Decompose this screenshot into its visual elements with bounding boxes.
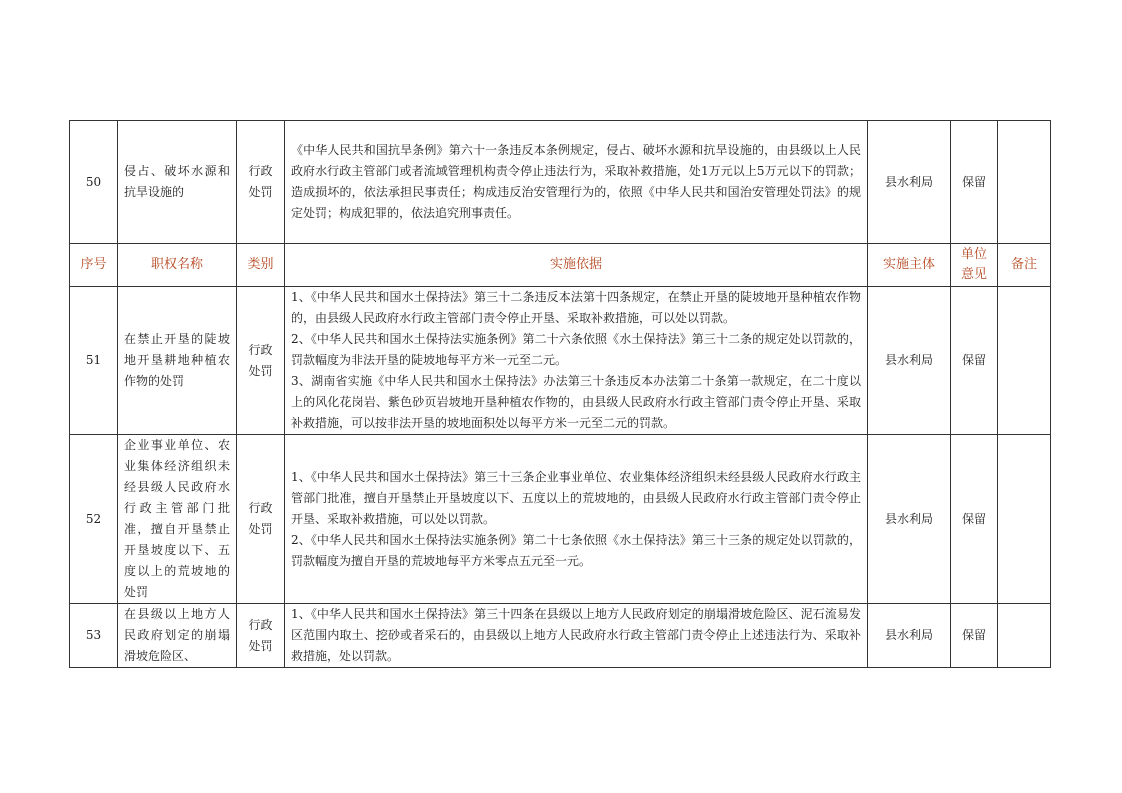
row-seq: 53 <box>70 604 118 668</box>
basis-paragraph: 2、《中华人民共和国水土保持法实施条例》第二十七条依照《水土保持法》第三十三条的规定处以罚款的，罚款幅度为擅自开垦的荒坡地每平方米零点五元至一元。 <box>291 532 861 568</box>
basis-paragraph: 2、《中华人民共和国水土保持法实施条例》第二十六条依照《水土保持法》第三十二条的规定处以罚款的，罚款幅度为非法开垦的陡坡地每平方米一元至二元。 <box>291 332 861 367</box>
row-subject: 县水利局 <box>868 121 951 244</box>
row-opinion: 保留 <box>951 435 998 604</box>
row-power-name: 在禁止开垦的陡坡地开垦耕地种植农作物的处罚 <box>118 287 237 435</box>
header-name: 职权名称 <box>118 244 237 287</box>
row-subject: 县水利局 <box>868 287 951 435</box>
row-opinion: 保留 <box>951 604 998 668</box>
row-type: 行政处罚 <box>237 121 285 244</box>
row-basis <box>285 121 868 244</box>
row-subject: 县水利局 <box>868 604 951 668</box>
basis-paragraph: 1、《中华人民共和国水土保持法》第三十四条在县级以上地方人民政府划定的崩塌滑坡危险区、泥石流易发区范围内取土、挖砂或者采石的，由县级以上地方人民政府水行政主管部门责令停止上述违法行为、采取补救措施，处以罚款。 <box>291 607 861 663</box>
header-basis: 实施依据 <box>285 244 868 287</box>
row-seq: 51 <box>70 287 118 435</box>
header-type: 类别 <box>237 244 285 287</box>
header-remark: 备注 <box>998 244 1051 287</box>
header-unit-opinion: 单位意见 <box>951 244 998 287</box>
header-seq: 序号 <box>70 244 118 287</box>
table-header-row <box>70 244 1051 287</box>
table-row <box>70 121 1051 244</box>
row-power-name: 企业事业单位、农业集体经济组织未经县级人民政府水行政主管部门批准，擅自开垦禁止开垦坡度以下、五度以上的荒坡地的处罚 <box>118 435 237 604</box>
basis-paragraph: 1、《中华人民共和国水土保持法》第三十三条企业事业单位、农业集体经济组织未经县级人民政府水行政主管部门批准，擅自开垦禁止开垦坡度以下、五度以上的荒坡地的，由县级人民政府水行政主管部门责令停止开垦、采取补救措施，可以处以罚款。 <box>291 469 861 526</box>
row-remark <box>998 435 1051 604</box>
table-row <box>70 604 1051 668</box>
table-row <box>70 287 1051 435</box>
row-opinion: 保留 <box>951 121 998 244</box>
row-basis <box>285 287 868 435</box>
row-type: 行政处罚 <box>237 435 285 604</box>
table-row <box>70 435 1051 604</box>
basis-paragraph: 3、湖南省实施《中华人民共和国水土保持法》办法第三十条违反本办法第二十条第一款规定，在二十度以上的风化花岗岩、紫色砂页岩坡地开垦种植农作物的，由县级人民政府水行政主管部门责令停止开垦、采取补救措施，可以按非法开垦的坡地面积处以每平方米一元至二元的罚款。 <box>291 374 861 430</box>
powers-table <box>69 120 1051 668</box>
row-type: 行政处罚 <box>237 287 285 435</box>
row-power-name: 在县级以上地方人民政府划定的崩塌滑坡危险区、 <box>118 604 237 668</box>
row-basis <box>285 604 868 668</box>
basis-paragraph: 《中华人民共和国抗旱条例》第六十一条违反本条例规定，侵占、破坏水源和抗旱设施的，由县级以上人民政府水行政主管部门或者流域管理机构责令停止违法行为，采取补救措施，处1万元以上5万元以下的罚款；造成损坏的，依法承担民事责任；构成违反治安管理行为的，依照《中华人民共和国治安管理处罚法》的规定处罚；构成犯罪的，依法追究刑事责任。 <box>291 143 861 220</box>
basis-paragraph: 1、《中华人民共和国水土保持法》第三十二条违反本法第十四条规定，在禁止开垦的陡坡地开垦种植农作物的，由县级人民政府水行政主管部门责令停止开垦、采取补救措施，可以处以罚款。 <box>291 290 861 325</box>
row-seq: 50 <box>70 121 118 244</box>
header-subject: 实施主体 <box>868 244 951 287</box>
row-type: 行政处罚 <box>237 604 285 668</box>
row-seq: 52 <box>70 435 118 604</box>
row-remark <box>998 121 1051 244</box>
row-remark <box>998 604 1051 668</box>
row-power-name: 侵占、破坏水源和抗旱设施的 <box>118 121 237 244</box>
row-basis <box>285 435 868 604</box>
row-remark <box>998 287 1051 435</box>
row-subject: 县水利局 <box>868 435 951 604</box>
row-opinion: 保留 <box>951 287 998 435</box>
